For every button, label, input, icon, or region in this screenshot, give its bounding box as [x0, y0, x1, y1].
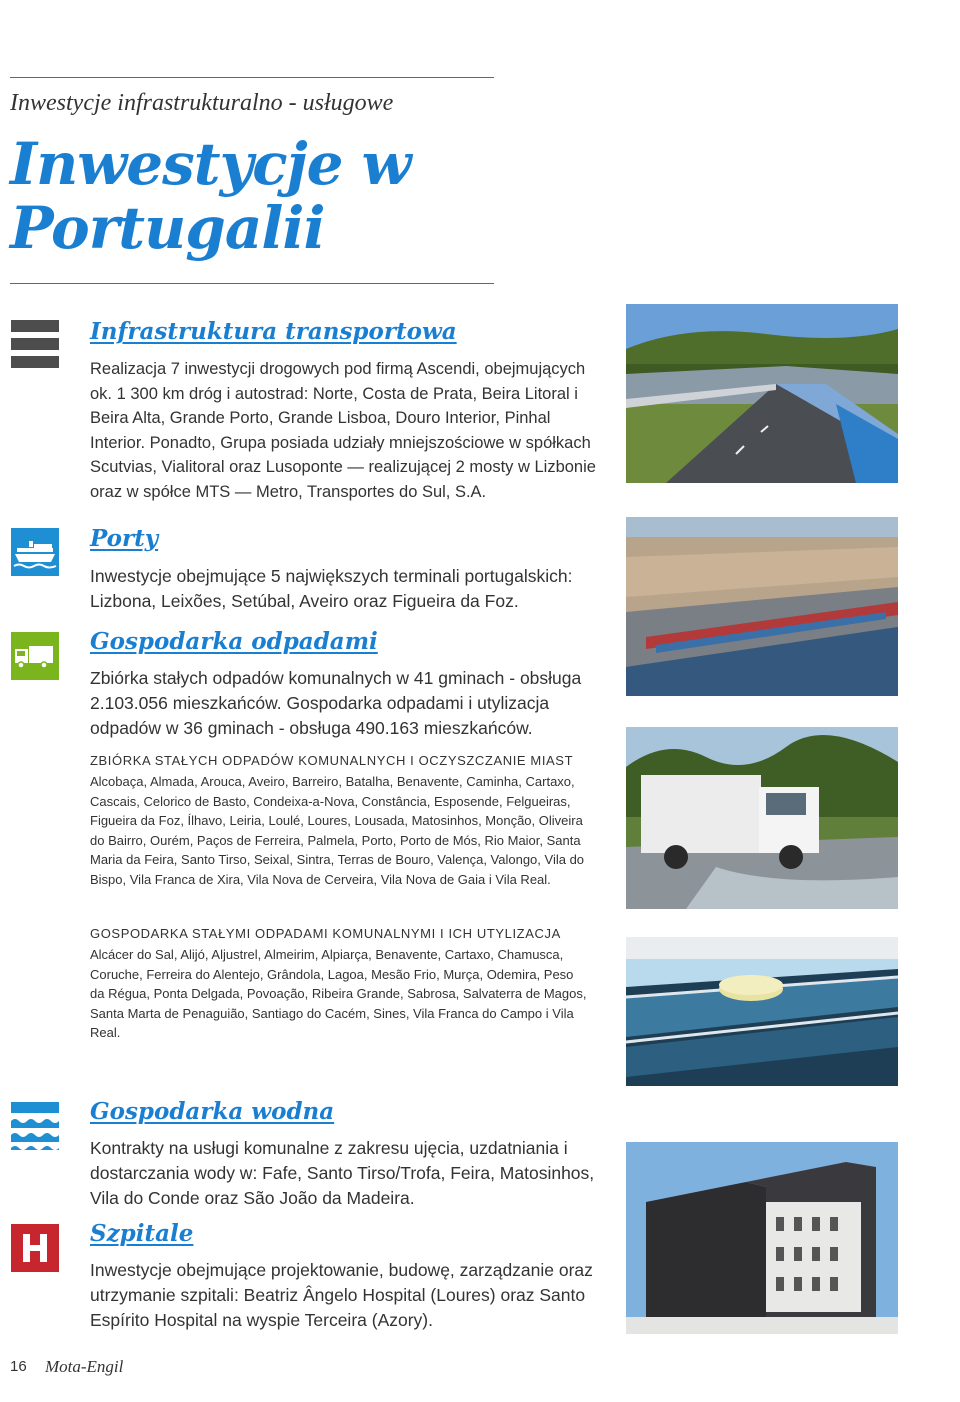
waste-list2-heading: GOSPODARKA STAŁYMI ODPADAMI KOMUNALNYMI I ICH UTYLIZACJA [90, 926, 561, 941]
page-title-line1: Inwestycje w [10, 130, 411, 198]
road-lanes-icon [11, 320, 59, 368]
port-photo [626, 517, 898, 696]
waste-list2-text: Alcácer do Sal, Alijó, Aljustrel, Almeirim, Alpiarça, Benavente, Cartaxo, Chamusca, Coruche, Ferreira do Alentejo, Grândola, Lagoa, Mesão Frio, Murça, Odemira, Peso da Régua, Ponta Delgada, Povoação, Ribeira Grande, Sabrosa, Salvaterra de Magos, Santa Marta de Penaguião, Santiago do Cacém, Sines, Vila Franca do Campo i Vila Real. [90, 947, 587, 1041]
page-title-line2: Portugalii [10, 194, 325, 262]
section-kicker: Inwestycje infrastrukturalno - usługowe [10, 90, 394, 116]
water-section-text: Kontrakty na usługi komunalne z zakresu ujęcia, uzdatniania i dostarczania wody w: Fafe, Santo Tirso/Trofa, Feira, Matosinhos, Vila do Conde oraz São João da Madeira. [90, 1138, 595, 1208]
garbage-truck-photo [626, 727, 898, 909]
waste-list1-text: Alcobaça, Almada, Arouca, Aveiro, Barreiro, Batalha, Benavente, Caminha, Cartaxo, Cascais, Celorico de Basto, Condeixa-a-Nova, Constância, Esposende, Felgueiras, Figueira da Foz, Ílhavo, Leiria, Loulé, Loures, Lousada, Matosinhos, Monção, Oliveira do Bairro, Ourém, Paços de Ferreira, Palmela, Porto, Porto de Mós, Rio Maior, Santa Maria da Feira, Santo Tirso, Seixal, Sintra, Terras de Bouro, Valença, Valongo, Vila do Bispo, Vila Franca de Xira, Vila Nova de Cerveira, Vila Nova de Gaia i Vila Real. [90, 774, 585, 887]
ports-section-text: Inwestycje obejmujące 5 największych terminali portugalskich: Lizbona, Leixões, Setúbal, Aveiro oraz Figueira da Foz. [90, 566, 573, 611]
hospital-icon [11, 1224, 59, 1272]
water-treatment-photo [626, 937, 898, 1086]
container-ship-icon [11, 528, 59, 576]
highway-photo [626, 304, 898, 483]
hospitals-section-title: Szpitale [90, 1220, 194, 1247]
garbage-truck-icon [11, 632, 59, 680]
footer-brand: Mota-Engil [45, 1357, 124, 1376]
water-section-title: Gospodarka wodna [90, 1098, 335, 1125]
ports-section-title: Porty [90, 525, 159, 552]
title-rule [10, 283, 494, 284]
waste-section-title: Gospodarka odpadami [90, 628, 378, 655]
waste-section-text: Zbiórka stałych odpadów komunalnych w 41 gminach - obsługa 2.103.056 mieszkańców. Gospodarka odpadami i utylizacja odpadów w 36 gminach - obsługa 490.163 mieszkańców. [90, 668, 582, 738]
waste-list1-heading: ZBIÓRKA STAŁYCH ODPADÓW KOMUNALNYCH I OCZYSZCZANIE MIAST [90, 753, 574, 768]
page-title [10, 132, 411, 260]
hospital-building-photo [626, 1142, 898, 1334]
water-waves-icon [11, 1102, 59, 1150]
hospitals-section-text: Inwestycje obejmujące projektowanie, budowę, zarządzanie oraz utrzymanie szpitali: Beatriz Ângelo Hospital (Loures) oraz Santo Espírito Hospital na wyspie Terceira (Azory). [90, 1260, 593, 1330]
page-number: 16 [10, 1358, 27, 1375]
top-rule [10, 77, 494, 78]
transport-section-title: Infrastruktura transportowa [90, 318, 457, 345]
transport-section-text: Realizacja 7 inwestycji drogowych pod firmą Ascendi, obejmujących ok. 1 300 km dróg i autostrad: Norte, Costa de Prata, Beira Litoral i Beira Alta, Grande Porto, Grande Lisboa, Douro Interior, Pinhal Interior. Ponadto, Grupa posiada udziały mniejszościowe w spółkach Scutvias, Vialitoral oraz Lusoponte — realizującej 2 mosty w Lizbonie oraz w spółce MTS — Metro, Transportes do Sul, S.A. [90, 360, 596, 501]
